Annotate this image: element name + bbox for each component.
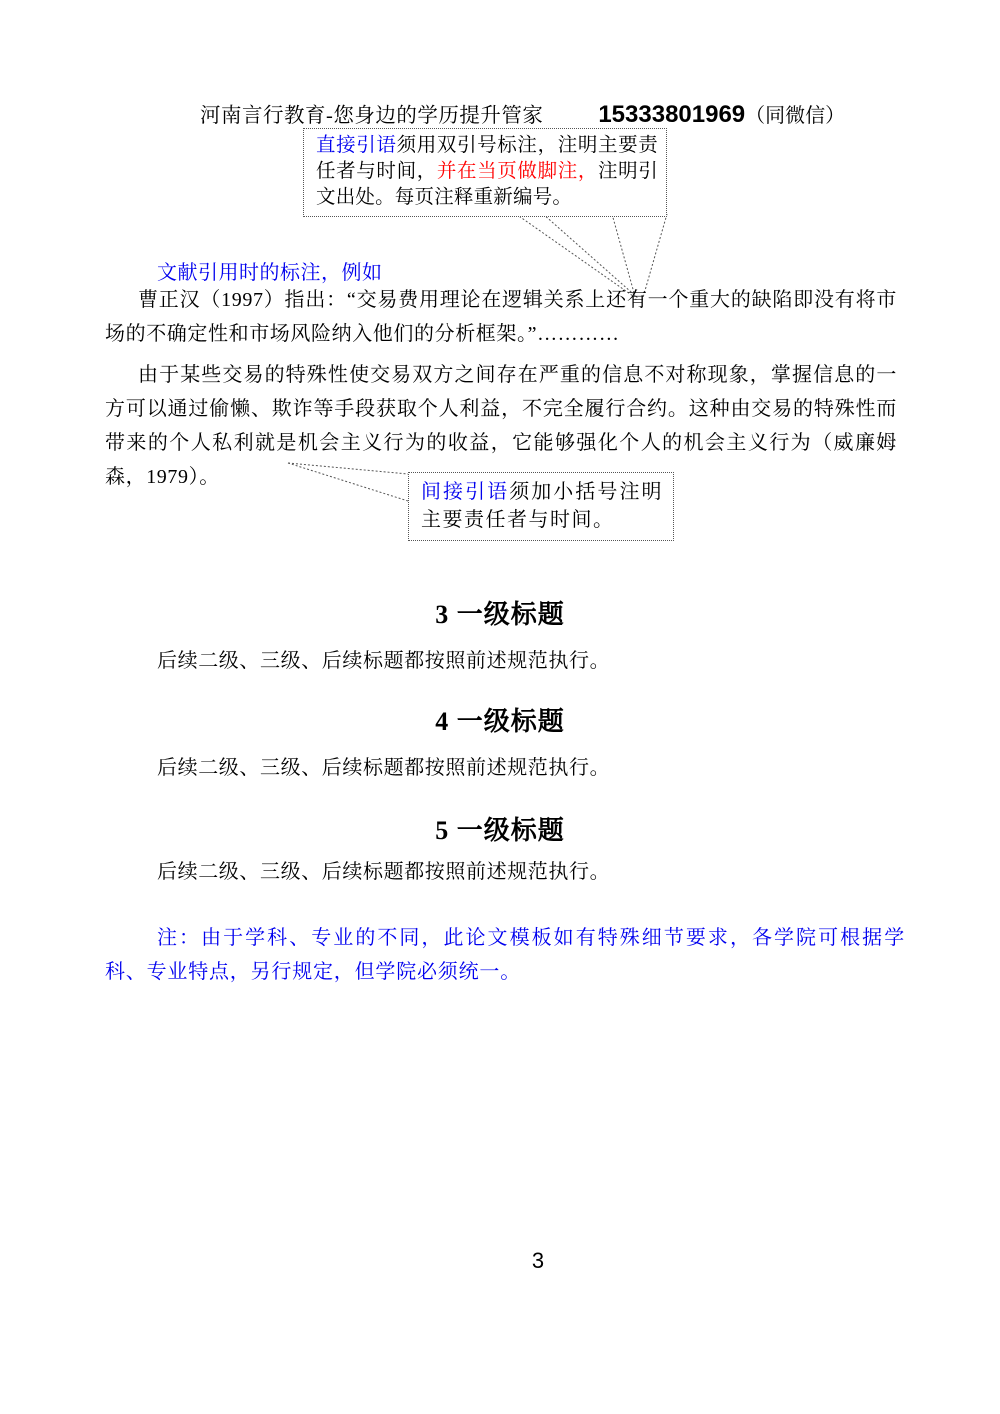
heading-level1-3: 3 一级标题 bbox=[435, 600, 565, 629]
paragraph-indirect-quote-example: 由于某些交易的特殊性使交易双方之间存在严重的信息不对称现象，掌握信息的一方可以通过偷懒、欺诈等手段获取个人利益，不完全履行合约。这种由交易的特殊性而带来的个人私利就是机会主义行为的收益，它能够强化个人的机会主义行为（威廉姆森，1979）。 bbox=[105, 364, 897, 488]
heading-level1-4: 4 一级标题 bbox=[435, 707, 565, 736]
callout-direct-text-1: 须用双引号标注，注明主要责任者与时间， bbox=[316, 135, 658, 182]
paragraph-direct-quote-example: 曹正汉（1997）指出：“交易费用理论在逻辑关系上还有一个重大的缺陷即没有将市场的不确定性和市场风险纳入他们的分析框架。”………… bbox=[105, 289, 897, 345]
header-phone-note: （同微信） bbox=[745, 105, 846, 127]
heading-level1-5: 5 一级标题 bbox=[435, 816, 565, 845]
header-phone-number: 15333801969 bbox=[598, 101, 746, 128]
callout-direct-highlight: 直接引语 bbox=[316, 135, 397, 156]
section-5-body: 后续二级、三级、后续标题都按照前述规范执行。 bbox=[157, 861, 611, 883]
callout-indirect-quote bbox=[408, 472, 674, 541]
page-header bbox=[200, 98, 880, 129]
citation-caption: 文献引用时的标注，例如 bbox=[157, 262, 383, 284]
callout-indirect-highlight: 间接引语 bbox=[421, 481, 510, 503]
callout-direct-text-2: 注明引文出处。每页注释重新编号。 bbox=[316, 161, 658, 208]
callout-indirect-text: 须加小括号注明主要责任者与时间。 bbox=[421, 481, 664, 531]
header-title: 河南言行教育-您身边的学历提升管家 bbox=[200, 105, 544, 127]
page-number: 3 bbox=[531, 1248, 545, 1273]
template-note: 注：由于学科、专业的不同，此论文模板如有特殊细节要求，各学院可根据学科、专业特点，另行规定，但学院必须统一。 bbox=[105, 927, 905, 983]
section-3-body: 后续二级、三级、后续标题都按照前述规范执行。 bbox=[157, 650, 611, 672]
callout-direct-red-text: 并在当页做脚注， bbox=[436, 161, 598, 182]
callout-direct-quote bbox=[303, 128, 667, 217]
section-4-body: 后续二级、三级、后续标题都按照前述规范执行。 bbox=[157, 757, 611, 779]
